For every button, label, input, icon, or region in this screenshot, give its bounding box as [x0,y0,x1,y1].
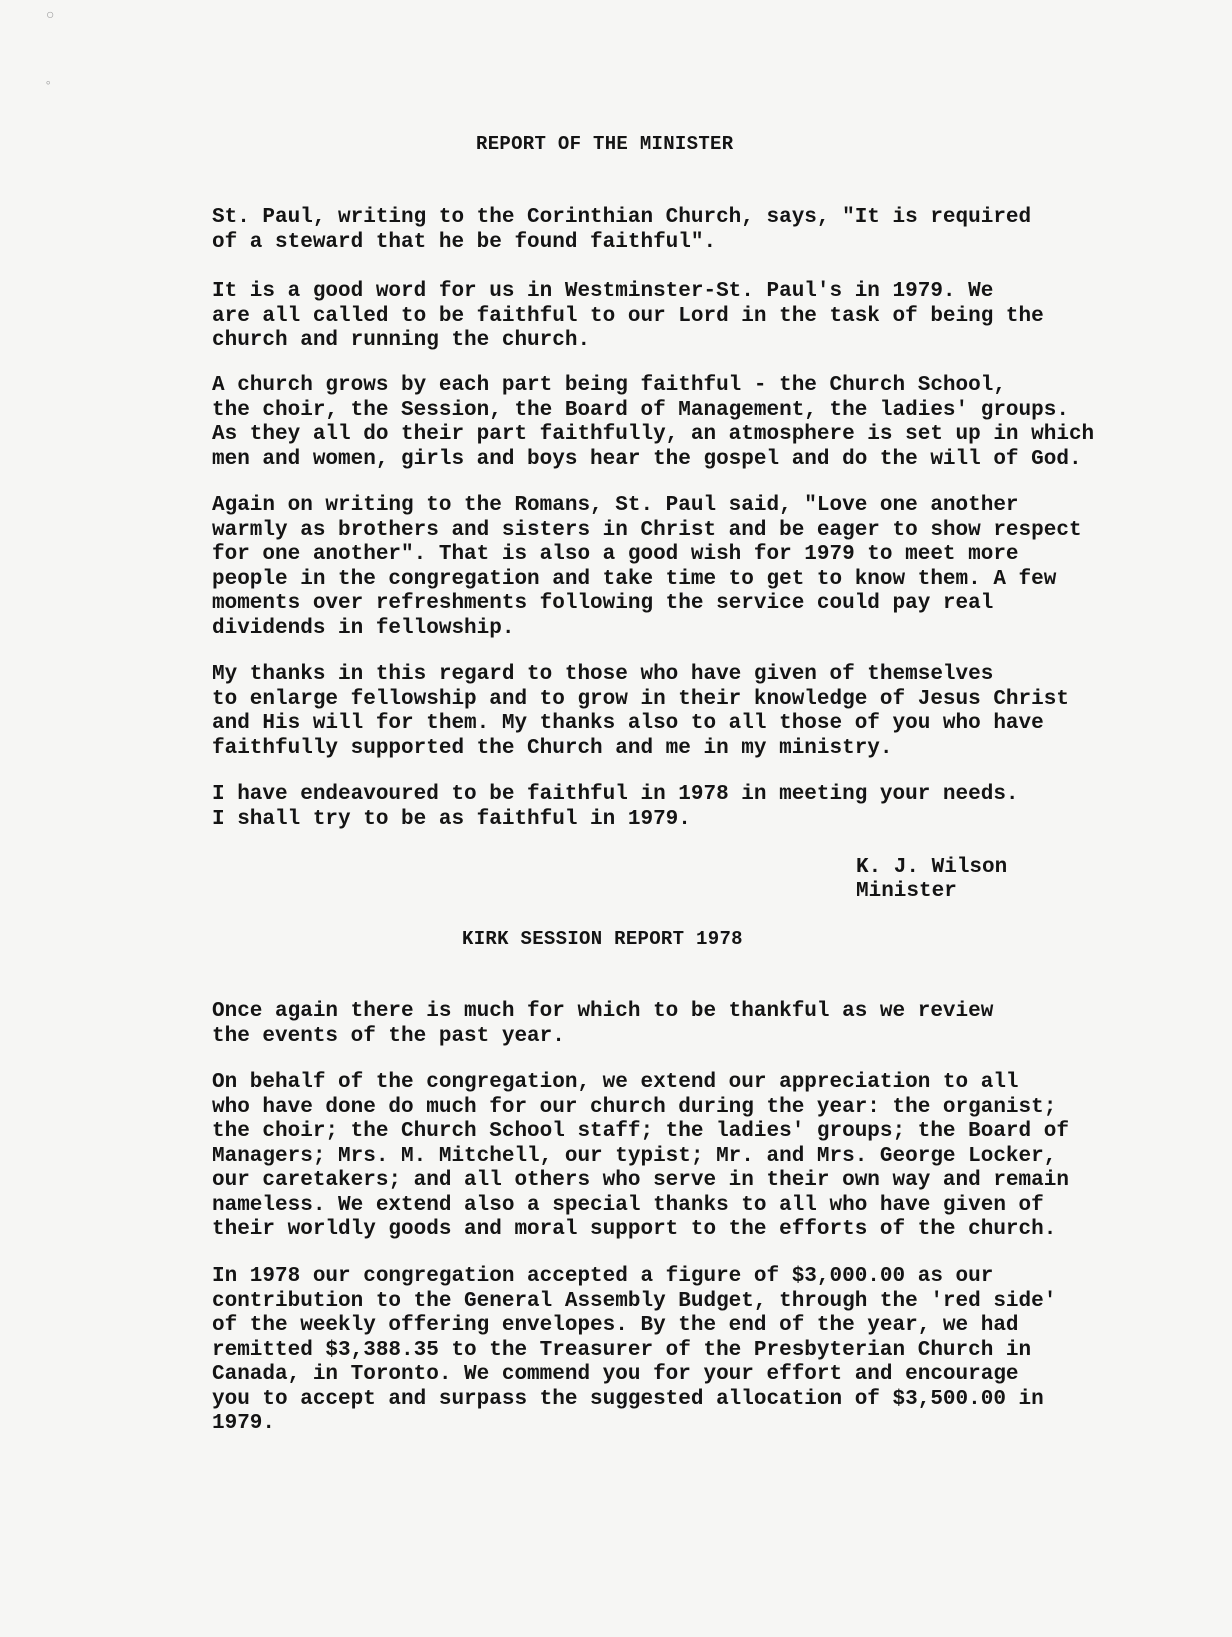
minister-paragraph: Again on writing to the Romans, St. Paul said, "Love one another warmly as brothers and sisters in Christ and be eager to show respect for one another". That is also a good wish for 1979 to meet more people in the congregation and take time to get to know them. A few moments over refreshments following the service could pay real dividends in fellowship. [212,494,1082,640]
margin-mark: ○ [46,8,55,24]
minister-paragraph: A church grows by each part being faithful - the Church School, the choir, the Session, the Board of Management, the ladies' groups. As they all do their part faithfully, an atmosphere is set up in which men and women, girls and boys hear the gospel and do the will of God. [212,374,1095,471]
signature-title: Minister [856,880,957,903]
signature-name: K. J. Wilson [856,856,1008,879]
session-paragraph: Once again there is much for which to be thankful as we review the events of the past year. [212,1000,994,1048]
minister-report-title: REPORT OF THE MINISTER [476,133,734,155]
minister-paragraph: My thanks in this regard to those who have given of themselves to enlarge fellowship and to grow in their knowledge of Jesus Christ and His will for them. My thanks also to all those of you who have faithfully supported the Church and me in my ministry. [212,663,1069,760]
minister-paragraph: It is a good word for us in Westminster-St. Paul's in 1979. We are all called to be faithful to our Lord in the task of being the church and running the church. [212,280,1044,352]
kirk-session-title: KIRK SESSION REPORT 1978 [462,928,743,950]
minister-paragraph: St. Paul, writing to the Corinthian Church, says, "It is required of a steward that he be found faithful". [212,206,1032,254]
session-paragraph: On behalf of the congregation, we extend our appreciation to all who have done do much for our church during the year: the organist; the choir; the Church School staff; the ladies' groups; the Board of Managers; Mrs. M. Mitchell, our typist; Mr. and Mrs. George Locker, our caretakers; and all others who serve in their own way and remain nameless. We extend also a special thanks to all who have given of their worldly goods and moral support to the efforts of the church. [212,1071,1069,1241]
session-paragraph: In 1978 our congregation accepted a figure of $3,000.00 as our contribution to the General Assembly Budget, through the 'red side' of the weekly offering envelopes. By the end of the year, we had remitted $3,388.35 to the Treasurer of the Presbyterian Church in Canada, in Toronto. We commend you for your effort and encourage you to accept and surpass the suggested allocation of $3,500.00 in 1979. [212,1265,1057,1435]
margin-mark: ◦ [44,76,53,92]
minister-paragraph: I have endeavoured to be faithful in 1978 in meeting your needs. I shall try to be as faithful in 1979. [212,783,1019,831]
